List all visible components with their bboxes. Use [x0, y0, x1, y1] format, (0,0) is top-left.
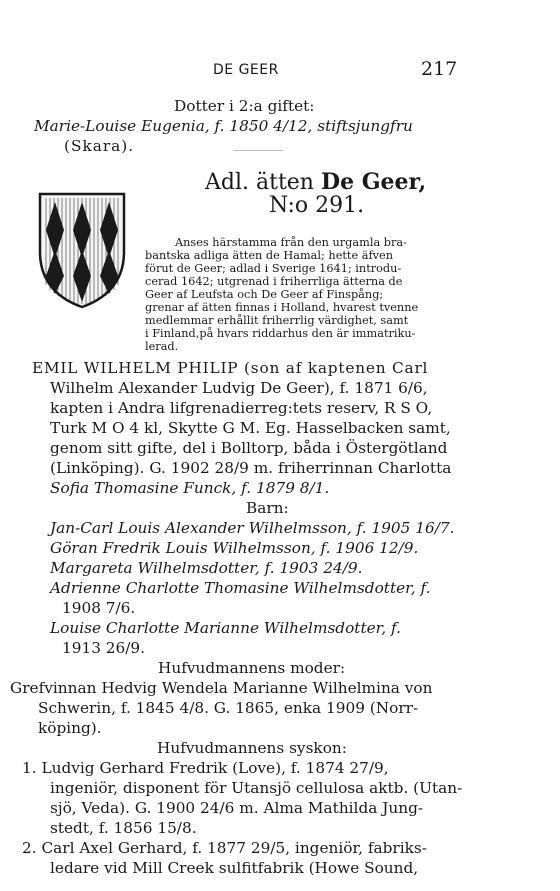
entry-line: genom sitt gifte, del i Bolltorp, båda i Östergötland [50, 439, 448, 457]
family-heading [205, 169, 426, 195]
mother-line: Schwerin, f. 1845 4/8. G. 1865, enka 1909 (Norr- [38, 699, 419, 717]
mother-line: köping). [38, 719, 102, 737]
entry-line: Wilhelm Alexander Ludvig De Geer), f. 1871 6/6, [50, 379, 428, 397]
entry-line: kapten i Andra lifgrenadierreg:tets reserv, R S O, [50, 399, 433, 417]
child-entry: Margareta Wilhelmsdotter, f. 1903 24/9. [50, 559, 363, 577]
divider-mark [233, 150, 283, 151]
child-entry: 1913 26/9. [62, 639, 146, 657]
intro-line: Geer af Leufsta och De Geer af Finspång; [145, 288, 384, 301]
intro-line: i Finland,på hvars riddarhus den är immatriku- [145, 327, 416, 340]
page-number: 217 [421, 58, 458, 80]
mother-heading: Hufvudmannens moder: [158, 659, 346, 677]
entry-line: EMIL WILHELM PHILIP (son af kaptenen Carl [32, 359, 429, 377]
prev-entry-line: Marie-Louise Eugenia, f. 1850 4/12, stiftsjungfru [34, 117, 413, 135]
child-entry: Louise Charlotte Marianne Wilhelmsdotter, f. [50, 619, 401, 637]
family-heading-prefix: Adl. ätten [205, 170, 321, 195]
sibling-entry: stedt, f. 1856 15/8. [50, 819, 197, 837]
mother-line: Grefvinnan Hedvig Wendela Marianne Wilhelmina von [10, 679, 433, 697]
child-entry: Göran Fredrik Louis Wilhelmsson, f. 1906 12/9. [50, 539, 419, 557]
sibling-entry: sjö, Veda). G. 1900 24/6 m. Alma Mathilda Jung- [50, 799, 424, 817]
intro-line: Anses härstamma från den urgamla bra- [175, 236, 407, 249]
prev-entry-subheading: Dotter i 2:a giftet: [174, 97, 315, 115]
sibling-entry: ingeniör, disponent för Utansjö cellulosa aktb. (Utan- [50, 779, 463, 797]
entry-line: (Linköping). G. 1902 28/9 m. friherrinnan Charlotta [50, 459, 452, 477]
intro-line: lerad. [145, 340, 179, 353]
sibling-entry: ledare vid Mill Creek sulfitfabrik (Howe Sound, [50, 859, 419, 877]
child-entry: 1908 7/6. [62, 599, 136, 617]
entry-line: Sofia Thomasine Funck, f. 1879 8/1. [50, 479, 330, 497]
child-entry: Adrienne Charlotte Thomasine Wilhelmsdotter, f. [50, 579, 431, 597]
running-header: DE GEER [213, 62, 279, 78]
family-name: De Geer, [320, 169, 427, 195]
intro-line: cerad 1642; utgrenad i friherrliga ätterna de [145, 275, 403, 288]
entry-line: Turk M O 4 kl, Skytte G M. Eg. Hasselbacken samt, [50, 419, 451, 437]
children-heading: Barn: [246, 499, 289, 517]
sibling-entry: 2. Carl Axel Gerhard, f. 1877 29/5, ingeniör, fabriks- [22, 839, 427, 857]
intro-line: medlemmar erhållit friherrlig värdighet, samt [145, 314, 409, 327]
intro-line: bantska adliga ätten de Hamal; hette äfven [145, 249, 393, 262]
coat-of-arms-icon [36, 190, 128, 310]
child-entry: Jan-Carl Louis Alexander Wilhelmsson, f. 1905 16/7. [50, 519, 455, 537]
intro-line: förut de Geer; adlad i Sverige 1641; introdu- [145, 262, 402, 275]
family-number: N:o 291. [269, 193, 365, 218]
siblings-heading: Hufvudmannens syskon: [157, 739, 347, 757]
sibling-entry: 1. Ludvig Gerhard Fredrik (Love), f. 1874 27/9, [22, 759, 389, 777]
intro-line: grenar af ätten finnas i Holland, hvarest tvenne [145, 301, 419, 314]
prev-entry-line: (Skara). [64, 137, 135, 155]
